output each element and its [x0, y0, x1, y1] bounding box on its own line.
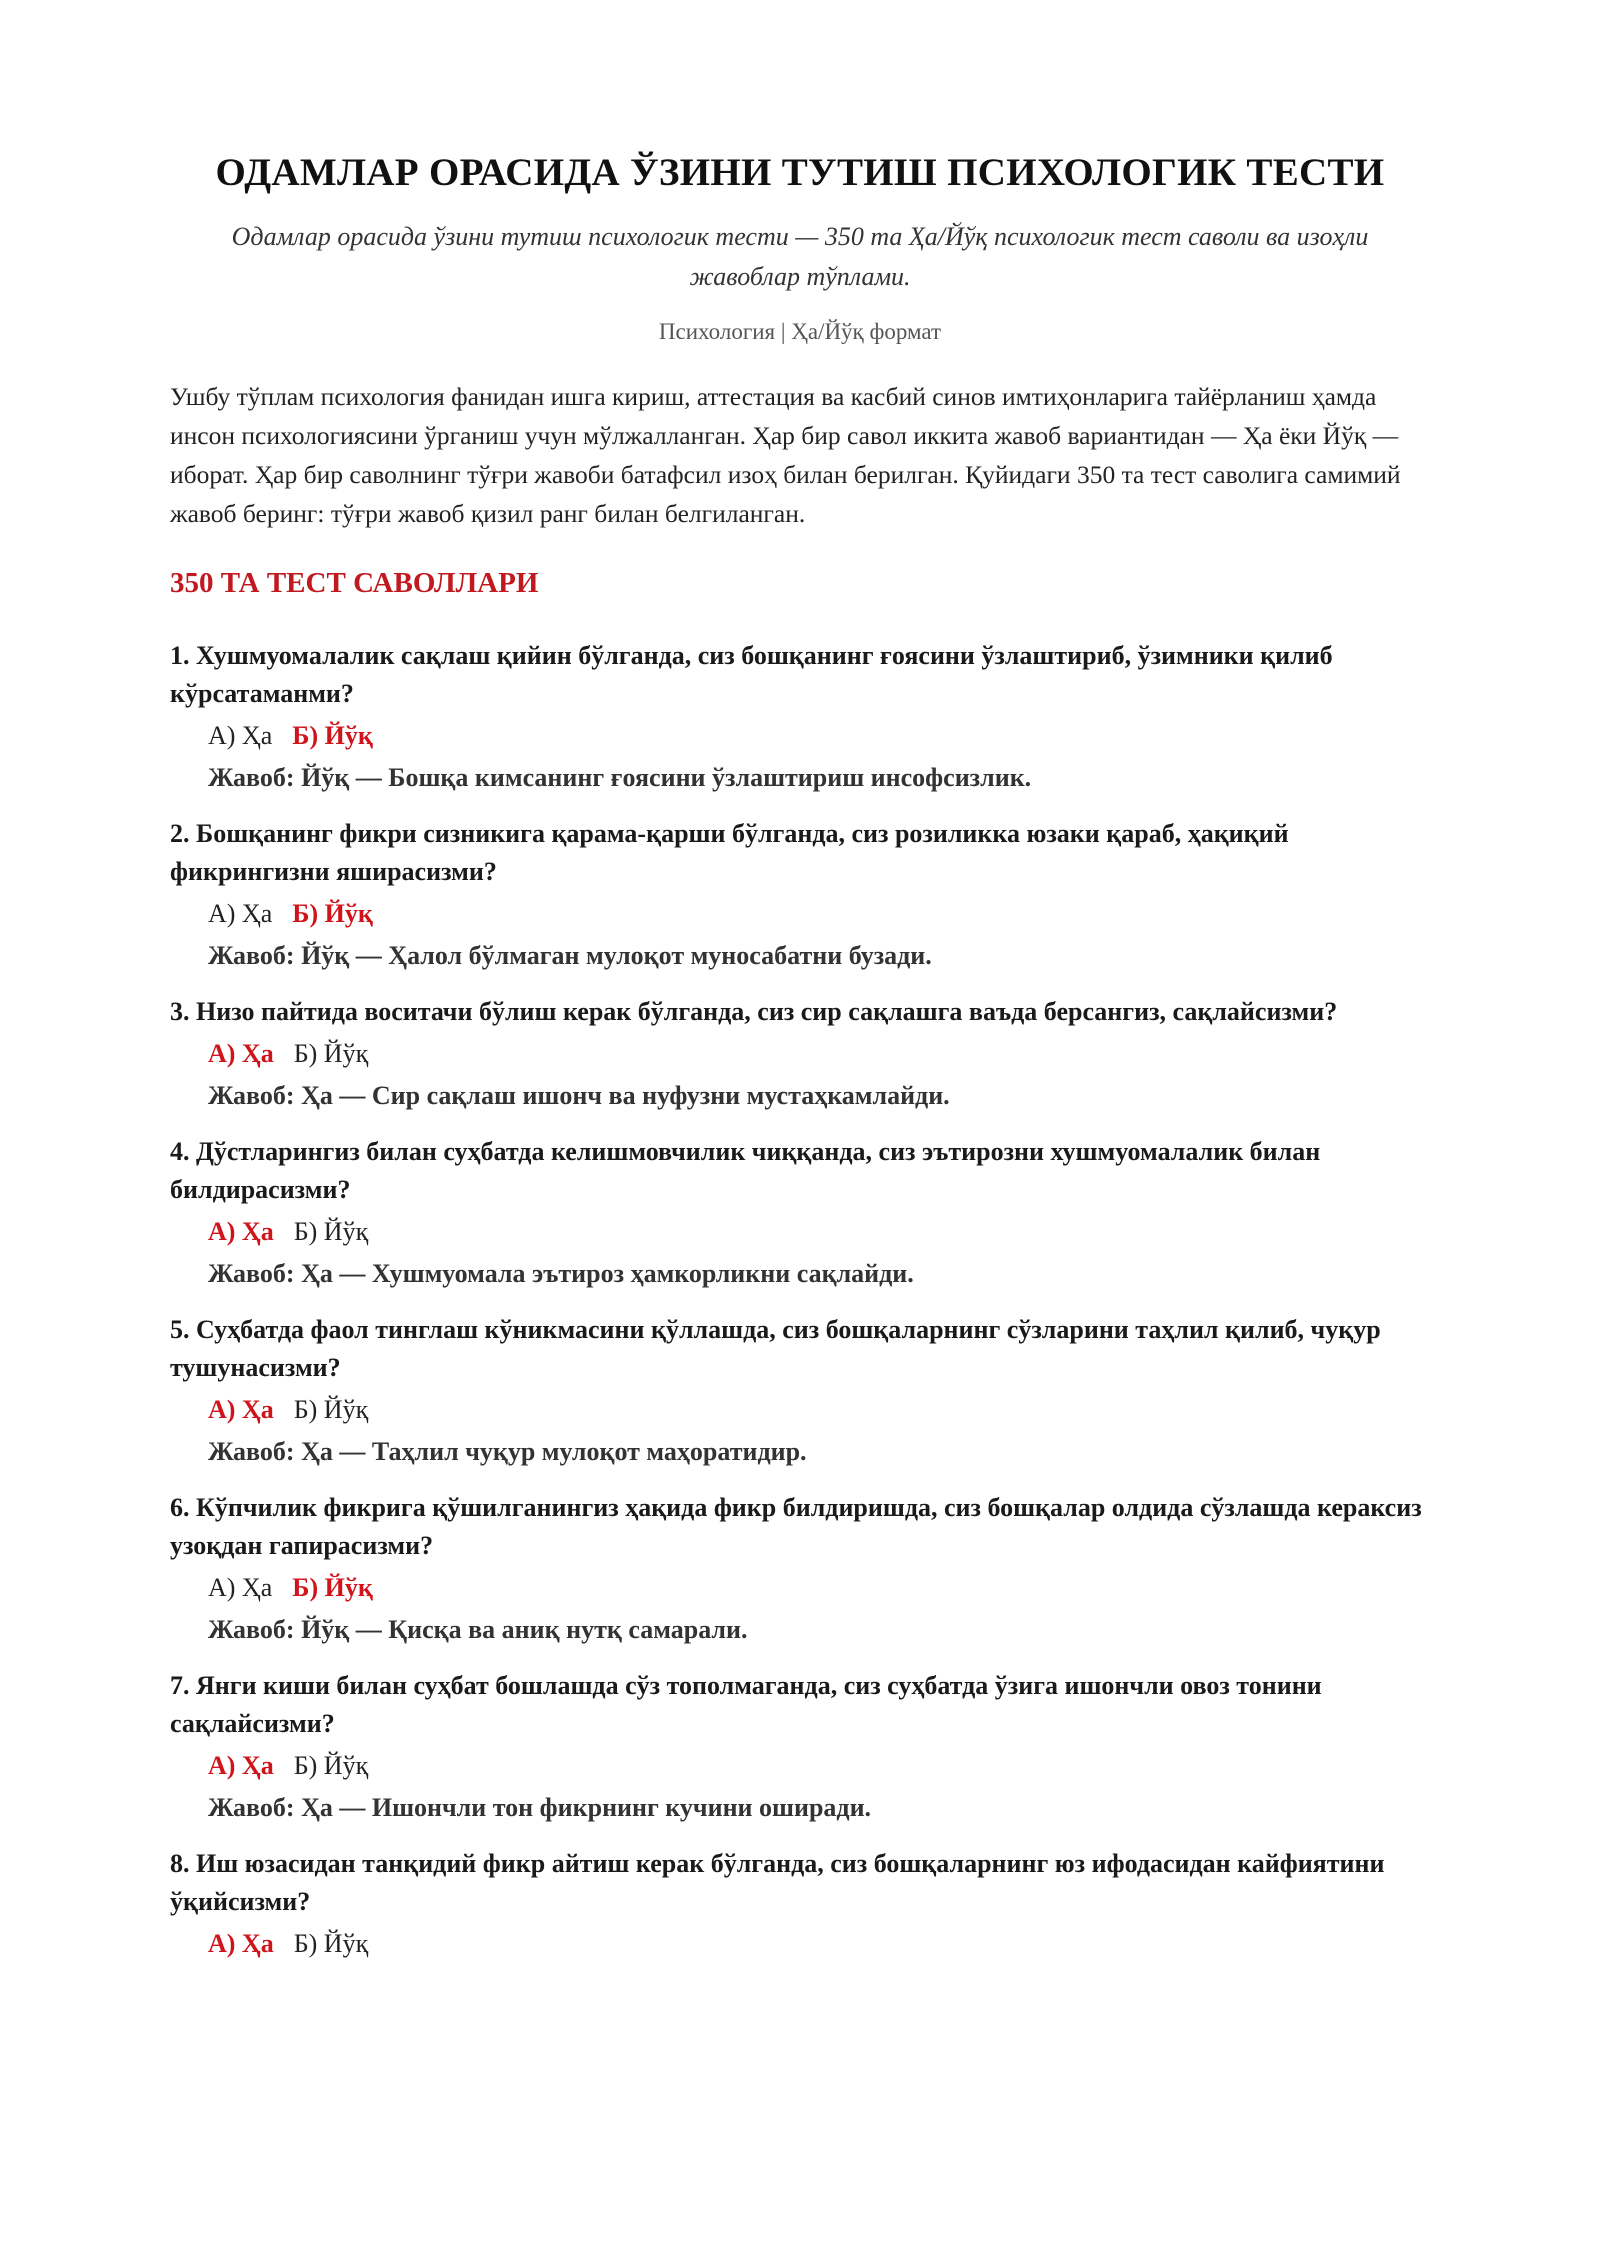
- answer-options: [170, 1569, 1430, 1607]
- answer-options: [170, 1213, 1430, 1251]
- option-a: А) Ҳа: [208, 899, 273, 928]
- answer-explanation: Жавоб: Ҳа — Хушмуомала эътироз ҳамкорликни сақлайди.: [208, 1259, 914, 1288]
- question-text: 6. Кўпчилик фикрига қўшилганингиз ҳақида фикр билдиришда, сиз бошқалар олдида сўзлашда кераксиз узоқдан гапирасизми?: [170, 1493, 1422, 1560]
- option-a: А) Ҳа: [208, 1039, 274, 1068]
- answer-options: [170, 717, 1430, 755]
- document-title: ОДАМЛАР ОРАСИДА ЎЗИНИ ТУТИШ ПСИХОЛОГИК ТЕСТИ: [215, 151, 1385, 194]
- answer-options: [170, 1391, 1430, 1429]
- answer-explanation: Жавоб: Ҳа — Ишончли тон фикрнинг кучини оширади.: [208, 1793, 872, 1822]
- option-b: Б) Йўқ: [293, 1929, 369, 1958]
- option-a: А) Ҳа: [208, 1217, 274, 1246]
- option-b: Б) Йўқ: [293, 1039, 369, 1068]
- question-text: 7. Янги киши билан суҳбат бошлашда сўз тополмаганда, сиз суҳбатда ўзига ишончли овоз тонини сақлайсизми?: [170, 1671, 1322, 1738]
- option-b: Б) Йўқ: [292, 1573, 373, 1602]
- question-item: [170, 1133, 1430, 1293]
- answer-explanation: Жавоб: Йўқ — Қисқа ва аниқ нутқ самарали.: [208, 1615, 748, 1644]
- option-a: А) Ҳа: [208, 1573, 273, 1602]
- question-item: [170, 1667, 1430, 1827]
- document-subtitle: Одамлар орасида ўзини тутиш психологик тести — 350 та Ҳа/Йўқ психологик тест саволи ва изоҳли жавоблар тўплами.: [231, 222, 1369, 291]
- option-b: Б) Йўқ: [293, 1217, 369, 1246]
- question-item: [170, 1845, 1430, 1963]
- question-text: 5. Суҳбатда фаол тинглаш кўникмасини қўллашда, сиз бошқаларнинг сўзларини таҳлил қилиб, чуқур тушунасизми?: [170, 1315, 1381, 1382]
- option-b: Б) Йўқ: [293, 1395, 369, 1424]
- document-meta: Психология | Ҳа/Йўқ формат: [658, 319, 942, 344]
- answer-options: [170, 1035, 1430, 1073]
- option-a: А) Ҳа: [208, 1929, 274, 1958]
- section-heading: 350 ТА ТЕСТ САВОЛЛАРИ: [170, 567, 539, 599]
- intro-paragraph: Ушбу тўплам психология фанидан ишга кириш, аттестация ва касбий синов имтиҳонларига тайёрланиш ҳамда инсон психологиясини ўрганиш учун мўлжалланган. Ҳар бир савол иккита жавоб вариантидан — Ҳа ёки Йўқ — иборат. Ҳар бир саволнинг тўғри жавоби батафсил изоҳ билан берилган. Қуйидаги 350 та тест саволига самимий жавоб беринг: тўғри жавоб қизил ранг билан белгиланган.: [170, 382, 1401, 528]
- question-text: 1. Хушмуомалалик сақлаш қийин бўлганда, сиз бошқанинг ғоясини ўзлаштириб, ўзимники қилиб кўрсатаманми?: [170, 641, 1333, 708]
- option-b: Б) Йўқ: [292, 721, 373, 750]
- answer-explanation: Жавоб: Йўқ — Бошқа кимсанинг ғоясини ўзлаштириш инсофсизлик.: [208, 763, 1032, 792]
- option-b: Б) Йўқ: [293, 1751, 369, 1780]
- question-item: [170, 1311, 1430, 1471]
- option-a: А) Ҳа: [208, 1395, 274, 1424]
- question-item: [170, 637, 1430, 797]
- question-list: [170, 637, 1430, 1963]
- answer-explanation: Жавоб: Ҳа — Сир сақлаш ишонч ва нуфузни мустаҳкамлайди.: [208, 1081, 950, 1110]
- answer-options: [170, 1747, 1430, 1785]
- question-item: [170, 993, 1430, 1115]
- option-b: Б) Йўқ: [292, 899, 373, 928]
- answer-explanation: Жавоб: Ҳа — Таҳлил чуқур мулоқот маҳоратидир.: [208, 1437, 807, 1466]
- question-text: 2. Бошқанинг фикри сизникига қарама-қарши бўлганда, сиз розиликка юзаки қараб, ҳақиқий фикрингизни яширасизми?: [170, 819, 1289, 886]
- answer-explanation: Жавоб: Йўқ — Ҳалол бўлмаган мулоқот муносабатни бузади.: [208, 941, 932, 970]
- option-a: А) Ҳа: [208, 1751, 274, 1780]
- question-item: [170, 1489, 1430, 1649]
- question-text: 8. Иш юзасидан танқидий фикр айтиш керак бўлганда, сиз бошқаларнинг юз ифодасидан кайфиятини ўқийсизми?: [170, 1849, 1385, 1916]
- question-text: 3. Низо пайтида воситачи бўлиш керак бўлганда, сиз сир сақлашга ваъда берсангиз, сақлайсизми?: [170, 997, 1338, 1026]
- answer-options: [170, 1925, 1430, 1963]
- option-a: А) Ҳа: [208, 721, 273, 750]
- answer-options: [170, 895, 1430, 933]
- question-text: 4. Дўстларингиз билан суҳбатда келишмовчилик чиққанда, сиз эътирозни хушмуомалалик билан билдирасизми?: [170, 1137, 1321, 1204]
- question-item: [170, 815, 1430, 975]
